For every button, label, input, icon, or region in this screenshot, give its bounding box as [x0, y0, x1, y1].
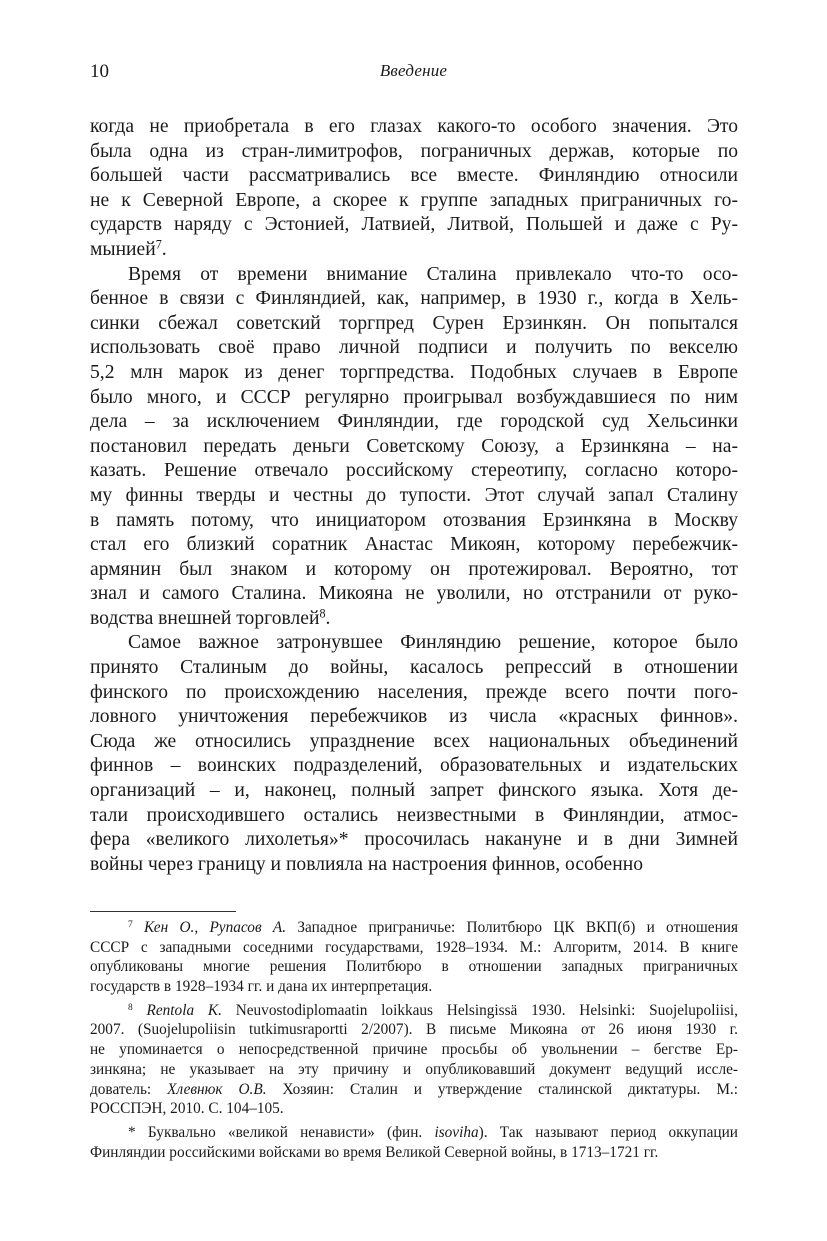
- text-line: тали происходившего остались неизвестными в Финляндии, атмос-: [90, 804, 738, 826]
- body-text: [90, 115, 738, 877]
- footnote-line: опубликованы многие решения Политбюро в отношении западных приграничных: [90, 958, 738, 976]
- text-line: финского по происхождению населения, прежде всего почти пого-: [90, 681, 738, 703]
- footnote-line: * Буквально «великой ненависти» (фин. isoviha). Так называют период оккупации: [128, 1123, 738, 1141]
- footnote-line: не упоминается о непосредственной причине просьбы об увольнении – бегстве Ер-: [90, 1041, 738, 1059]
- footnote-line: РОССПЭН, 2010. С. 104–105.: [90, 1100, 284, 1118]
- text-line: было много, и СССР регулярно проигрывал возбуждавшиеся по ним: [90, 386, 738, 408]
- text-line: войны через границу и повлияла на настроения финнов, особенно: [90, 853, 643, 875]
- text-line: 5,2 млн марок из денег торгпредства. Подобных случаев в Европе: [90, 361, 738, 383]
- text-line: постановил передать деньги Советскому Союзу, а Ерзинкяна – на-: [90, 435, 738, 457]
- footnotes: [90, 918, 738, 1162]
- footnote-line: СССР с западными соседними государствами, 1928–1934. М.: Алгоритм, 2014. В книге: [90, 938, 738, 956]
- paragraph: [90, 263, 738, 632]
- text-line: армянин был знаком и которому он протежировал. Вероятно, тот: [90, 558, 738, 580]
- text-line: ловного уничтожения перебежчиков из числа «красных финнов».: [90, 706, 738, 728]
- footnote-marker: 7: [128, 919, 133, 930]
- text-line: дела – за исключением Финляндии, где городской суд Хельсинки: [90, 411, 738, 433]
- text-line: была одна из стран-лимитрофов, пограничных держав, которые по: [90, 140, 738, 162]
- text-line: стал его близкий соратник Анастас Микоян, которому перебежчик-: [90, 534, 738, 556]
- text-line: синки сбежал советский торгпред Сурен Ерзинкян. Он попытался: [90, 312, 738, 334]
- footnote-reference[interactable]: 8: [319, 606, 326, 621]
- footnote-marker: *: [128, 1123, 136, 1141]
- footnote-line: государств в 1928–1934 гг. и дана их интерпретация.: [90, 978, 433, 996]
- text-line: финнов – воинских подразделений, образовательных и издательских: [90, 755, 738, 777]
- page-number: 10: [90, 61, 109, 82]
- text-line: не к Северной Европе, а скорее к группе западных приграничных го-: [90, 189, 738, 211]
- text-line: знал и самого Сталина. Микояна не уволили, но отстранили от руко-: [90, 583, 738, 605]
- footnote-line: Финляндии российскими войсками во время Великой Северной войны, в 1713–1721 гг.: [90, 1143, 659, 1161]
- text-line: сударств наряду с Эстонией, Латвией, Литвой, Польшей и даже с Ру-: [90, 214, 738, 236]
- footnote-line: $^8$ Rentola K. Neuvostodiplomaatin loikkaus Helsingissä 1930. Helsinki: Suojelupoliisi,: [128, 1001, 738, 1019]
- footnote-line: дователь: Хлевнюк О.В. Хозяин: Сталин и утверждение сталинской диктатуры. М.:: [90, 1080, 738, 1098]
- footnote-line: 2007. (Suojelupoliisin tutkimusraportti 2/2007). В письме Микояна от 26 июня 1930 г.: [90, 1021, 738, 1039]
- footnote-reference[interactable]: 7: [155, 237, 162, 252]
- text-line: большей части рассматривались все вместе. Финляндию относили: [90, 165, 738, 187]
- text-line: фера «великого лихолетья»* просочилась накануне и в дни Зимней: [90, 829, 738, 851]
- text-line: Сюда же относились упразднение всех национальных объединений: [90, 730, 738, 752]
- footnote-marker: 8: [128, 1002, 133, 1013]
- page-header: [90, 61, 737, 85]
- footnote: [90, 1123, 738, 1162]
- footnote-separator: [90, 911, 236, 912]
- text-line: организаций – и, наконец, полный запрет финского языка. Хотя де-: [90, 780, 738, 802]
- text-line: бенное в связи с Финляндией, как, например, в 1930 г., когда в Хель-: [90, 288, 738, 310]
- paragraph: [90, 115, 738, 263]
- text-line: принято Сталиным до войны, касалось репрессий в отношении: [90, 657, 738, 679]
- text-line: в память потому, что инициатором отозвания Ерзинкяна в Москву: [90, 509, 738, 531]
- text-line: Время от времени внимание Сталина привлекало что-то осо-: [128, 263, 738, 285]
- footnote: [90, 918, 738, 997]
- footnote: [90, 1001, 738, 1119]
- text-line: му финны тверды и честны до тупости. Этот случай запал Сталину: [90, 484, 738, 506]
- text-line: Самое важное затронувшее Финляндию решение, которое было: [128, 632, 738, 654]
- paragraph: [90, 631, 738, 877]
- text-line: водства внешней торговлей$^8$.: [90, 606, 331, 629]
- text-line: мынией$^7$.: [90, 237, 167, 260]
- text-line: использовать своё право личной подписи и получить по векселю: [90, 337, 738, 359]
- footnote-line: $^7$ Кен О., Рупасов А. Западное приграничье: Политбюро ЦК ВКП(б) и отношения: [128, 919, 738, 936]
- text-line: когда не приобретала в его глазах какого-то особого значения. Это: [90, 116, 738, 137]
- running-title: Введение: [379, 61, 448, 80]
- text-line: казать. Решение отвечало российскому стереотипу, согласно которо-: [90, 460, 738, 482]
- footnote-line: зинкяна; не указывает на эту причину и опубликовавший документ ведущий иссле-: [90, 1060, 738, 1078]
